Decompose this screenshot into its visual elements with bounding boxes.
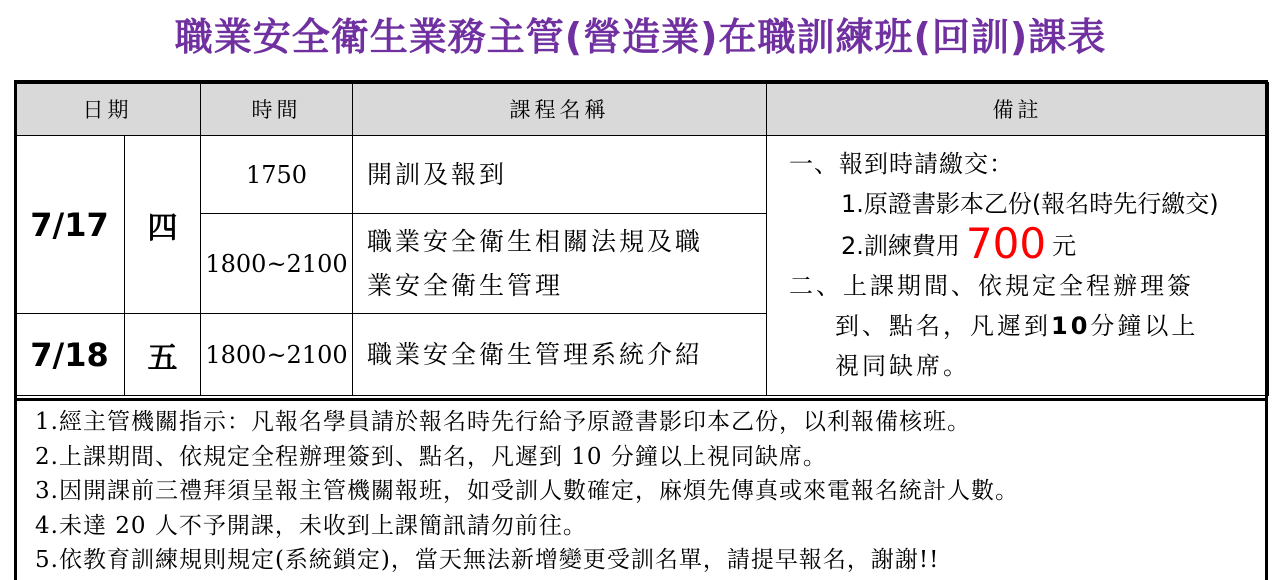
remark-item-2 <box>789 266 1258 386</box>
remark-item-2-line-2-b: 分鐘以上 <box>1090 312 1199 340</box>
fee-label: 2.訓練費用 <box>841 232 960 260</box>
course-line-1: 職業安全衛生相關法規及職 <box>367 226 704 256</box>
date-cell: 7/17 <box>15 136 125 314</box>
course-cell: 開訓及報到 <box>353 136 767 214</box>
footnote-item: 5.依教育訓練規則規定(系統鎖定)，當天無法新增變更受訓名單，請提早報名，謝謝!! <box>35 547 940 573</box>
header-remarks: 備註 <box>767 83 1269 136</box>
remark-item-1-heading: 一、報到時請繳交： <box>789 150 1014 178</box>
fee-amount: 700 <box>965 219 1047 268</box>
page-title: 職業安全衛生業務主管(營造業)在職訓練班(回訓)課表 <box>174 15 1107 59</box>
time-cell: 1800~2100 <box>201 214 353 314</box>
table-row <box>15 136 1269 214</box>
footnotes <box>14 398 1268 580</box>
remark-late-minutes: 10 <box>1051 312 1091 340</box>
remark-item-1-sub-1: 1.原證書影本乙份(報名時先行繳交) <box>841 190 1219 218</box>
time-cell: 1800~2100 <box>201 314 353 396</box>
fee-unit: 元 <box>1052 232 1077 260</box>
remark-item-2-line-3: 視同缺席。 <box>835 352 970 380</box>
weekday-cell: 五 <box>125 314 201 396</box>
remark-item-2-line-2 <box>789 306 1258 346</box>
time-cell: 1750 <box>201 136 353 214</box>
remark-item-2-line-2-a: 到、點名，凡遲到 <box>835 312 1051 340</box>
header-time: 時間 <box>201 83 353 136</box>
header-date: 日期 <box>15 83 201 136</box>
course-line-2: 業安全衛生管理 <box>367 270 564 300</box>
header-course: 課程名稱 <box>353 83 767 136</box>
footnote-item: 4.未達 20 人不予開課，未收到上課簡訊請勿前往。 <box>35 512 587 539</box>
remarks-cell <box>767 136 1269 396</box>
remark-item-1-sub-2 <box>789 219 1258 268</box>
course-cell <box>353 214 767 314</box>
course-cell: 職業安全衛生管理系統介紹 <box>353 314 767 396</box>
footnote-item: 3.因開課前三禮拜須呈報主管機關報班，如受訓人數確定，麻煩先傳真或來電報名統計人數。 <box>35 478 1019 504</box>
footnote-item: 1.經主管機關指示：凡報名學員請於報名時先行給予原證書影印本乙份，以利報備核班。 <box>35 409 971 435</box>
weekday-cell: 四 <box>125 136 201 314</box>
date-cell: 7/18 <box>15 314 125 396</box>
table-header-row <box>15 83 1269 136</box>
footnote-item: 2.上課期間、依規定全程辦理簽到、點名，凡遲到 10 分鐘以上視同缺席。 <box>35 443 827 470</box>
remark-item-2-line-1: 二、上課期間、依規定全程辦理簽 <box>789 272 1194 300</box>
schedule-table <box>14 82 1269 396</box>
